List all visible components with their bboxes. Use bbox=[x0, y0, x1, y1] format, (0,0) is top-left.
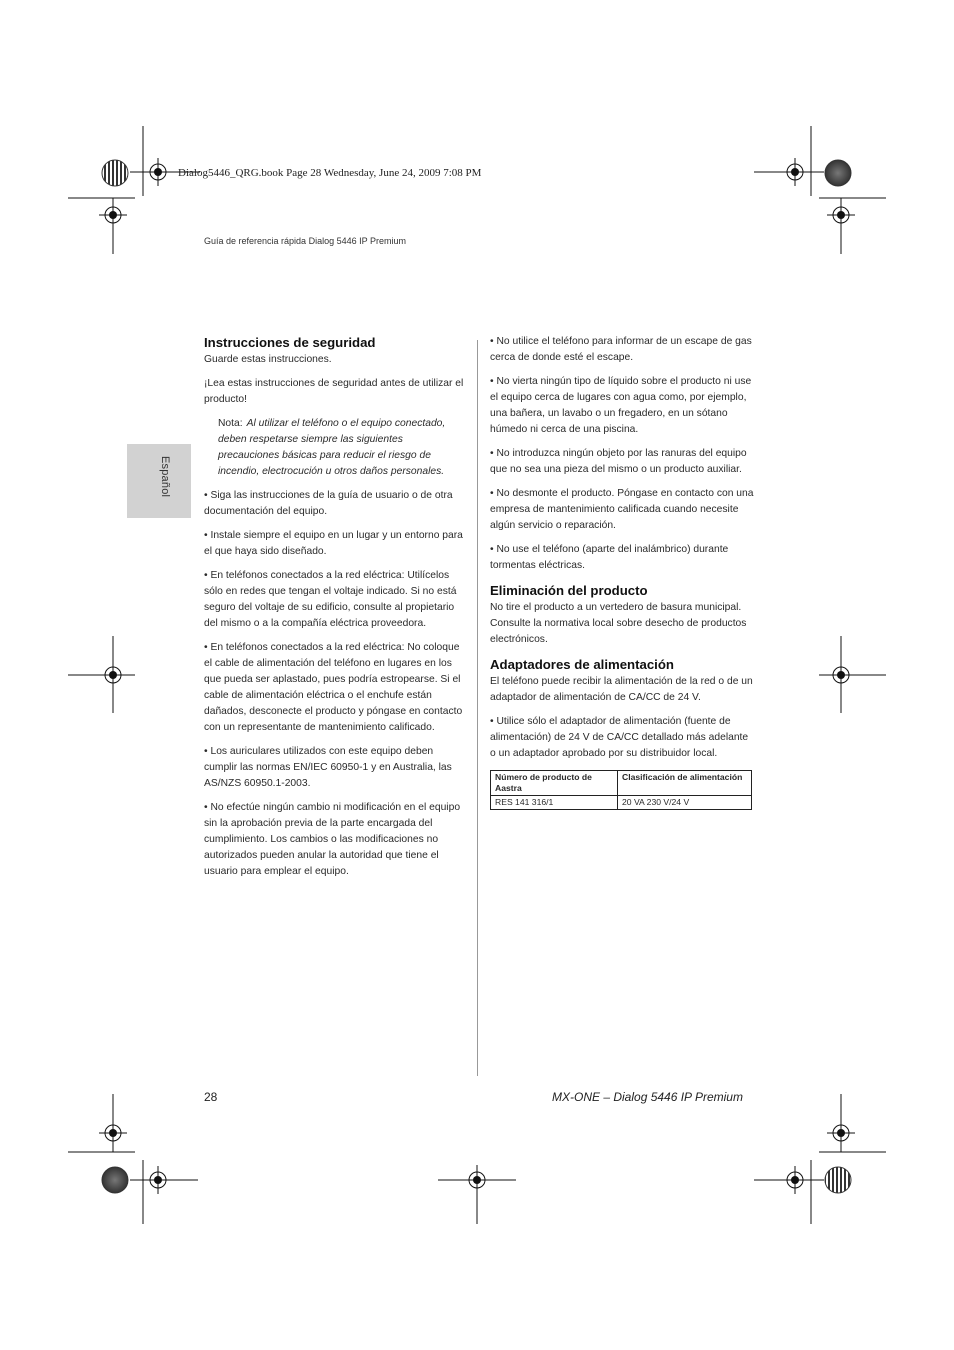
language-tab-label: Español bbox=[159, 456, 171, 498]
right-column bbox=[490, 334, 754, 810]
registration-crosshair-icon bbox=[827, 661, 855, 689]
safety-intro: Guarde estas instrucciones. bbox=[204, 354, 332, 365]
registration-crosshair-icon bbox=[144, 1166, 172, 1194]
safety-bullet: • No desmonte el producto. Póngase en contacto con una empresa de mantenimiento calificada cuando necesite algún servicio o reparación. bbox=[490, 488, 754, 531]
safety-bullet: • No efectúe ningún cambio ni modificación en el equipo sin la aprobación previa de la parte encargada del cumplimiento. Los cambios o las modificaciones no autorizados pueden anular la autoridad que tiene el usuario para emplear el equipo. bbox=[204, 802, 461, 877]
safety-lead: ¡Lea estas instrucciones de seguridad antes de utilizar el producto! bbox=[204, 378, 464, 405]
registration-crosshair-icon bbox=[99, 661, 127, 689]
safety-heading: Instrucciones de seguridad bbox=[204, 335, 376, 350]
table-header-row bbox=[491, 771, 752, 796]
power-adapter-table bbox=[490, 770, 752, 810]
safety-bullet: • No utilice el teléfono para informar de un escape de gas cerca de donde esté el escape. bbox=[490, 336, 752, 363]
table-row bbox=[491, 796, 752, 810]
safety-bullet: • No introduzca ningún objeto por las ranuras del equipo que no sea una pieza del mismo o un producto auxiliar. bbox=[490, 448, 747, 475]
disposal-heading: Eliminación del producto bbox=[490, 583, 648, 598]
power-bullet: • Utilice sólo el adaptador de alimentación (fuente de alimentación) de 24 V de CA/CC detallado más adelante o un adaptador aprobado por su distribuidor local. bbox=[490, 716, 749, 759]
registration-wheel-icon bbox=[102, 160, 128, 186]
power-heading: Adaptadores de alimentación bbox=[490, 657, 674, 672]
safety-bullet: • En teléfonos conectados a la red eléctrica: No coloque el cable de alimentación del teléfono en lugares en los que pueda ser aplastado, pues podría estropearse. Si el cable de alimentación eléctrica o el enchufe están dañados, desconecte el producto y póngase en contacto con un representante de mantenimiento calificado. bbox=[204, 642, 463, 733]
registration-dot-icon bbox=[102, 1167, 128, 1193]
registration-crosshair-icon bbox=[99, 201, 127, 229]
note-label: Nota: bbox=[218, 418, 243, 429]
safety-note bbox=[218, 416, 466, 480]
safety-bullet: • En teléfonos conectados a la red eléctrica: Utilícelos sólo en redes que tengan el voltaje indicado. Si no está seguro del voltaje de su edificio, consulte al propietario del mismo o a la compañía eléctrica proveedora. bbox=[204, 570, 457, 629]
registration-crosshair-icon bbox=[781, 158, 809, 186]
registration-crosshair-icon bbox=[463, 1166, 491, 1194]
table-header-cell: Número de producto de Aastra bbox=[491, 771, 618, 796]
registration-dot-icon bbox=[825, 160, 851, 186]
registration-crosshair-icon bbox=[99, 1119, 127, 1147]
power-text: El teléfono puede recibir la alimentación de la red o de un adaptador de alimentación de CA/CC de 24 V. bbox=[490, 676, 753, 703]
registration-crosshair-icon bbox=[781, 1166, 809, 1194]
disposal-text: No tire el producto a un vertedero de basura municipal. Consulte la normativa local sobre desecho de productos electrónicos. bbox=[490, 602, 747, 645]
running-head: Guía de referencia rápida Dialog 5446 IP Premium bbox=[204, 236, 406, 246]
safety-bullet: • Los auriculares utilizados con este equipo deben cumplir las normas EN/IEC 60950-1 y en Australia, las AS/NZS 60950.1-2003. bbox=[204, 746, 452, 789]
safety-bullet: • No vierta ningún tipo de líquido sobre el producto ni use el equipo cerca de lugares con agua como, por ejemplo, una bañera, un lavabo o un fregadero, en un sótano húmedo ni cerca de una piscina. bbox=[490, 376, 752, 435]
registration-crosshair-icon bbox=[144, 158, 172, 186]
registration-crosshair-icon bbox=[827, 1119, 855, 1147]
left-column bbox=[204, 334, 466, 888]
safety-bullet: • Siga las instrucciones de la guía de usuario o de otra documentación del equipo. bbox=[204, 490, 453, 517]
safety-bullet: • No use el teléfono (aparte del inalámbrico) durante tormentas eléctricas. bbox=[490, 544, 729, 571]
column-divider bbox=[477, 340, 478, 1076]
language-side-tab bbox=[127, 444, 191, 518]
registration-crosshair-icon bbox=[827, 201, 855, 229]
table-cell: RES 141 316/1 bbox=[491, 796, 618, 810]
book-info-line: Dialog5446_QRG.book Page 28 Wednesday, June 24, 2009 7:08 PM bbox=[178, 167, 482, 179]
footer-title: MX-ONE – Dialog 5446 IP Premium bbox=[552, 1090, 743, 1104]
note-text: Al utilizar el teléfono o el equipo conectado, deben respetarse siempre las siguientes precauciones básicas para reducir el riesgo de incendio, electrocución u otros daños personales. bbox=[218, 418, 446, 477]
table-header-cell: Clasificación de alimentación bbox=[618, 771, 752, 796]
safety-bullet: • Instale siempre el equipo en un lugar y un entorno para el que haya sido diseñado. bbox=[204, 530, 463, 557]
table-cell: 20 VA 230 V/24 V bbox=[618, 796, 752, 810]
page-number: 28 bbox=[204, 1090, 218, 1104]
registration-wheel-icon bbox=[825, 1167, 851, 1193]
